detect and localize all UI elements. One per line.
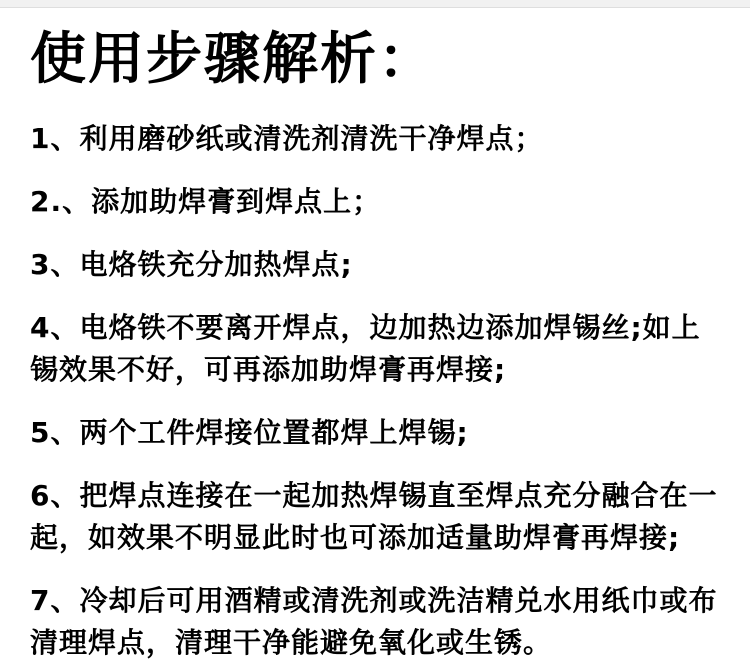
- step-item-2: 2.、添加助焊膏到焊点上；: [30, 185, 382, 219]
- step-item-5: 5、两个工件焊接位置都焊上焊锡;: [30, 416, 469, 450]
- step-item-7: 7、冷却后可用酒精或清洗剂或洗洁精兑水用纸巾或布清理焊点，清理干净能避免氧化或生锈。: [30, 584, 718, 660]
- step-item-4: 4、电烙铁不要离开焊点，边加热边添加焊锡丝;如上锡效果不好，可再添加助焊膏再焊接;: [30, 311, 701, 387]
- step-item-6: 6、把焊点连接在一起加热焊锡直至焊点充分融合在一起，如效果不明显此时也可添加适量助焊膏再焊接;: [30, 479, 718, 555]
- steps-list: [30, 118, 722, 664]
- step-item-1: 1、利用磨砂纸或清洗剂清洗干净焊点；: [30, 122, 544, 156]
- step-item-3: 3、电烙铁充分加热焊点;: [30, 248, 353, 282]
- top-divider-bar: [0, 0, 750, 8]
- page-title: 使用步骤解析：: [30, 27, 436, 92]
- content-area: [0, 8, 750, 664]
